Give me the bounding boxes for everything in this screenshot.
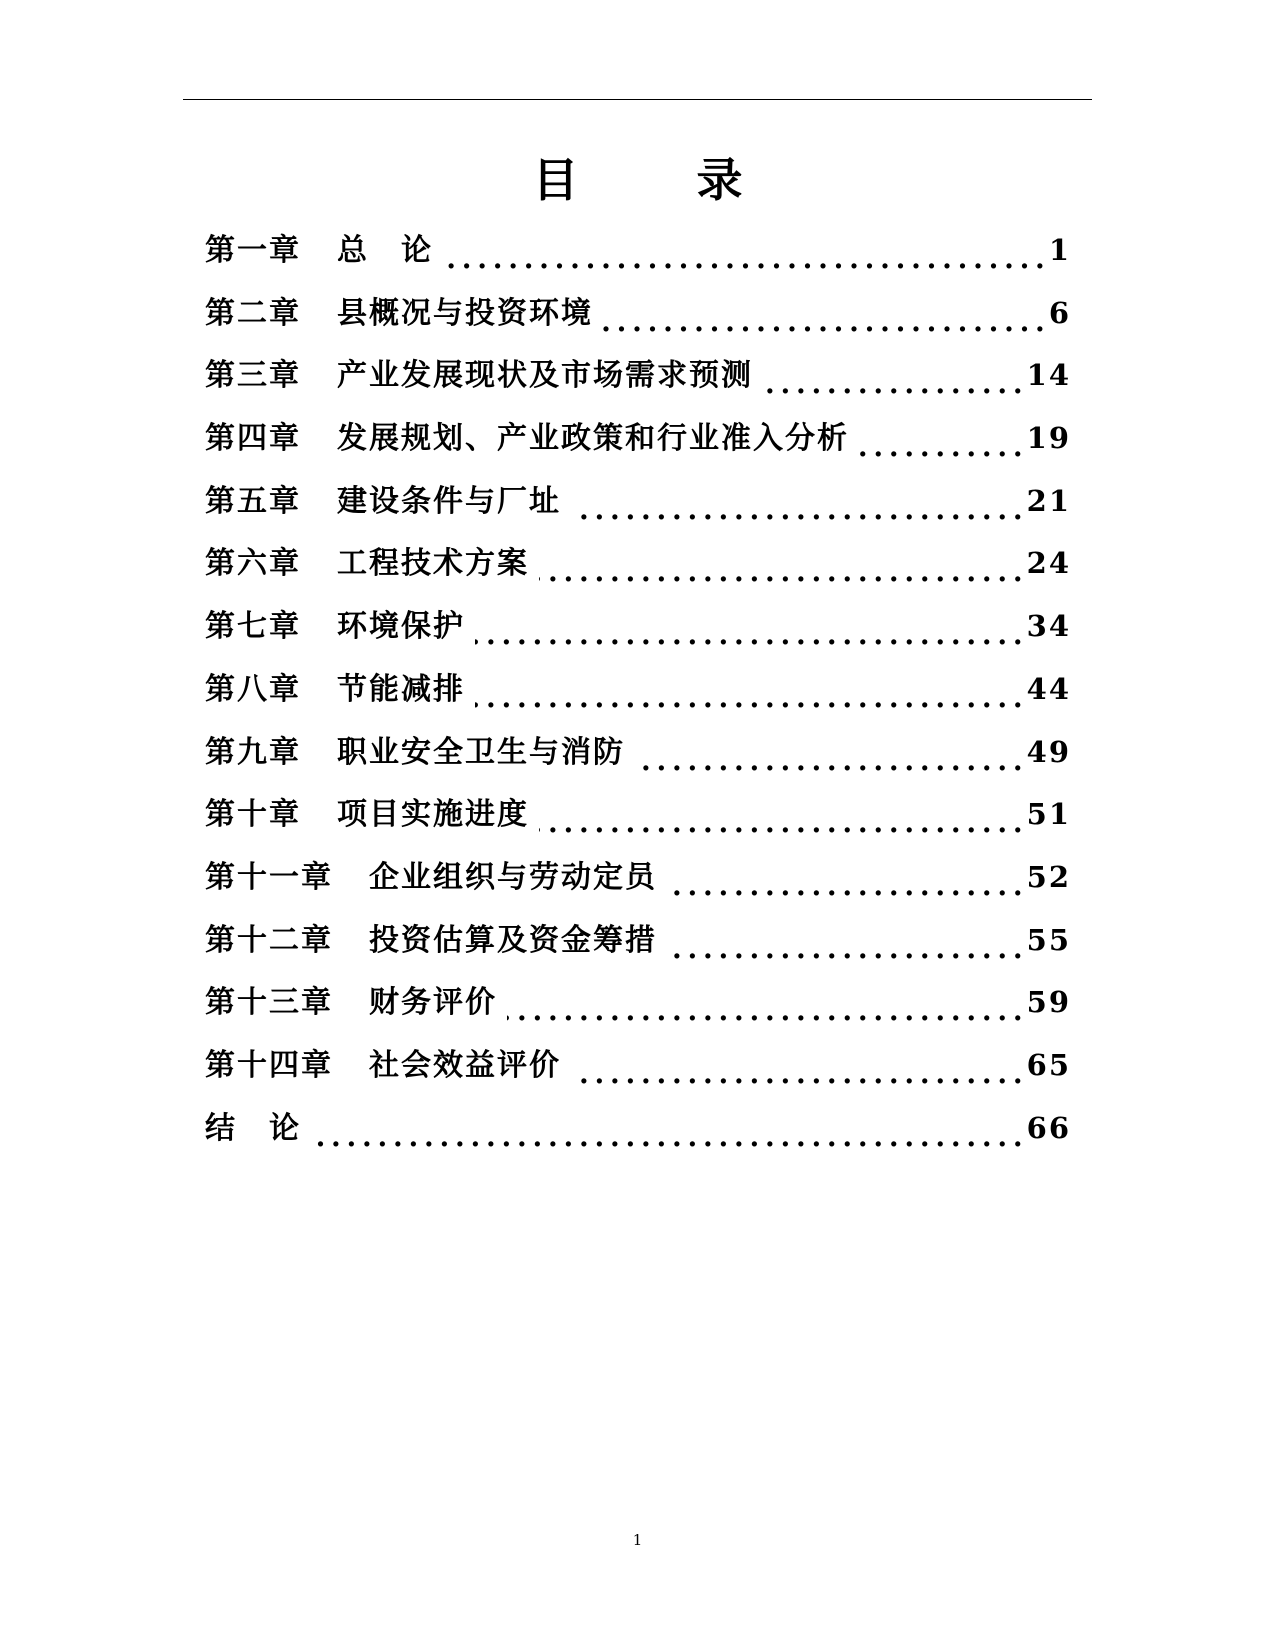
toc-dot-leader (311, 1123, 1021, 1163)
toc-chapter-label: 第十四章 (205, 1047, 333, 1083)
toc-entry[interactable] (205, 470, 1071, 533)
toc-chapter-label: 第十章 (205, 797, 301, 833)
toc-chapter-label: 第七章 (205, 609, 301, 645)
toc-heading: 职业安全卫生与消防 (337, 734, 625, 770)
toc-dot-leader (443, 245, 1043, 285)
toc-page-number: 14 (1026, 358, 1071, 393)
toc-chapter-label: 第九章 (205, 734, 301, 770)
toc-chapter-label: 第八章 (205, 671, 301, 707)
toc-heading: 投资估算及资金筹措 (369, 922, 657, 958)
toc-entry[interactable] (205, 344, 1071, 407)
toc-heading: 节能减排 (337, 671, 465, 707)
toc-entry[interactable] (205, 846, 1071, 909)
toc-entry[interactable] (205, 282, 1071, 345)
toc-chapter-label: 第二章 (205, 295, 301, 331)
toc-dot-leader (539, 558, 1021, 598)
toc-page-number: 34 (1026, 609, 1071, 644)
toc-heading: 建设条件与厂址 (337, 483, 561, 519)
toc-page-number: 49 (1026, 734, 1071, 769)
toc-entry[interactable] (205, 658, 1071, 721)
toc-heading: 产业发展现状及市场需求预测 (337, 358, 753, 394)
toc-page-number: 1 (1048, 233, 1071, 267)
toc-heading: 社会效益评价 (369, 1047, 561, 1083)
toc-dot-leader (859, 433, 1021, 473)
toc-heading: 财务评价 (369, 985, 497, 1021)
toc-page-number: 19 (1026, 421, 1071, 456)
toc-chapter-label: 第五章 (205, 483, 301, 519)
toc-entry[interactable] (205, 971, 1071, 1034)
toc-entry[interactable] (205, 532, 1071, 595)
toc-chapter-label: 第六章 (205, 546, 301, 582)
toc-entry[interactable] (205, 783, 1071, 846)
toc-dot-leader (539, 809, 1021, 849)
toc-entry[interactable] (205, 219, 1071, 282)
toc-entry[interactable] (205, 909, 1071, 972)
toc-title: 目 录 (532, 153, 779, 207)
toc-page-number: 55 (1026, 922, 1071, 957)
toc-dot-leader (667, 872, 1021, 912)
toc-page-number: 21 (1026, 483, 1071, 518)
toc-heading: 发展规划、产业政策和行业准入分析 (337, 421, 849, 457)
toc-heading: 项目实施进度 (337, 797, 529, 833)
toc-page-number: 51 (1026, 797, 1071, 832)
header-rule (183, 99, 1092, 100)
toc-chapter-label: 第四章 (205, 421, 301, 457)
toc-page-number: 6 (1048, 295, 1071, 330)
toc-page-number: 24 (1026, 546, 1071, 581)
toc-dot-leader (571, 1060, 1021, 1100)
toc-dot-leader (763, 370, 1021, 410)
footer-page-number: 1 (632, 1531, 643, 1549)
toc-dot-leader (635, 747, 1021, 787)
toc-dot-leader (475, 684, 1021, 724)
toc-entry[interactable] (205, 1097, 1071, 1160)
toc-heading: 企业组织与劳动定员 (369, 859, 657, 895)
toc-chapter-label: 第十二章 (205, 922, 333, 958)
toc-list (205, 219, 1071, 1159)
toc-dot-leader (475, 621, 1021, 661)
toc-heading: 工程技术方案 (337, 546, 529, 582)
toc-entry[interactable] (205, 1034, 1071, 1097)
toc-entry[interactable] (205, 407, 1071, 470)
toc-chapter-label: 第三章 (205, 358, 301, 394)
toc-chapter-label: 第十一章 (205, 859, 333, 895)
toc-dot-leader (571, 496, 1021, 536)
toc-dot-leader (507, 997, 1021, 1037)
toc-page-number: 65 (1026, 1047, 1071, 1082)
toc-chapter-label: 第十三章 (205, 985, 333, 1021)
toc-page-number: 44 (1026, 671, 1071, 706)
toc-entry[interactable] (205, 721, 1071, 784)
toc-page-number: 66 (1026, 1110, 1071, 1145)
toc-dot-leader (603, 308, 1043, 348)
toc-dot-leader (667, 935, 1021, 975)
toc-heading: 总 论 (337, 233, 433, 268)
toc-chapter-label: 第一章 (205, 233, 301, 268)
toc-heading: 环境保护 (337, 609, 465, 645)
toc-page-number: 52 (1026, 859, 1071, 894)
toc-entry[interactable] (205, 595, 1071, 658)
toc-heading: 县概况与投资环境 (337, 295, 593, 331)
toc-page-number: 59 (1026, 985, 1071, 1020)
toc-chapter-label: 结 论 (205, 1110, 301, 1146)
